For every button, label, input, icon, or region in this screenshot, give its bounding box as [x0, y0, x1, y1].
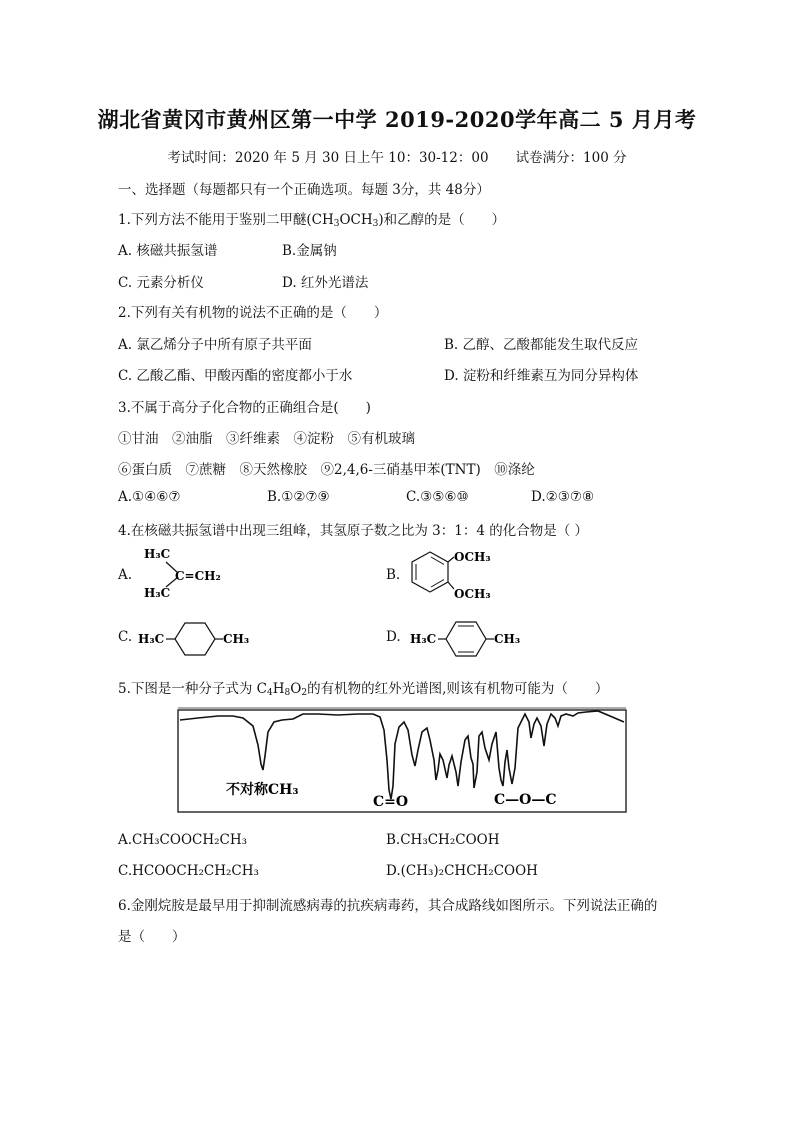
question-1-stem: 1.下列方法不能用于鉴别二甲醚$(CH_3OCH_3)$和乙醇的是（ ） — [118, 212, 506, 229]
label-ether-bond: C—O—C — [494, 792, 557, 808]
svg-text:H₃C: H₃C — [144, 547, 171, 561]
structure-c-dimethylcyclohexane — [138, 615, 258, 661]
q1-option-b: B.金属钠 — [282, 243, 337, 259]
ir-spectrum-figure — [168, 700, 630, 815]
structure-b-dimethoxybenzene — [404, 540, 504, 608]
section-heading: 一、选择题（每题都只有一个正确选项。每题 3分，共 48分） — [118, 182, 490, 198]
question-2-stem: 2.下列有关有机物的说法不正确的是（ ） — [118, 305, 388, 321]
q1-option-a: A. 核磁共振氢谱 — [118, 243, 218, 259]
q3-option-d: D.②③⑦⑧ — [531, 489, 595, 505]
q2-option-b: B. 乙醇、乙酸都能发生取代反应 — [444, 337, 639, 353]
svg-text:OCH₃: OCH₃ — [454, 587, 491, 601]
q4-option-c: C. — [118, 629, 133, 645]
page-title: 湖北省黄冈市黄州区第一中学 2019-2020学年高二 5 月月考 — [97, 107, 697, 132]
svg-text:OCH₃: OCH₃ — [454, 550, 491, 564]
structure-d-p-xylene — [410, 615, 530, 661]
svg-text:H₃C: H₃C — [138, 632, 165, 646]
question-6-stem-line-2: 是（ ） — [118, 929, 186, 945]
q4-option-a: A. — [118, 567, 133, 583]
svg-text:H₃C: H₃C — [410, 632, 437, 646]
structure-a-isobutylene — [136, 540, 246, 605]
q3-items-line-1: ①甘油 ②油脂 ③纤维素 ④淀粉 ⑤有机玻璃 — [118, 431, 415, 447]
q1-option-c: C. 元素分析仪 — [118, 275, 204, 291]
label-asymmetric-ch3: 不对称CH₃ — [226, 782, 299, 798]
question-6-stem-line-1: 6.金刚烷胺是最早用于抑制流感病毒的抗疾病毒药，其合成路线如图所示。下列说法正确的 — [118, 898, 658, 914]
q3-option-c: C.③⑤⑥⑩ — [406, 489, 469, 505]
q5-option-b: B.CH₃CH₂COOH — [386, 832, 500, 848]
label-carbonyl: C=O — [373, 794, 409, 810]
q5-option-a: A.CH₃COOCH₂CH₃ — [118, 832, 248, 848]
svg-text:CH₃: CH₃ — [223, 632, 250, 646]
question-5-stem: 5.下图是一种分子式为 $C_4H_8O_2$的有机物的红外光谱图,则该有机物可能为（ ） — [118, 681, 609, 698]
q5-option-c: C.HCOOCH₂CH₂CH₃ — [118, 863, 259, 879]
q4-option-d: D. — [386, 629, 401, 645]
q2-option-d: D. 淀粉和纤维素互为同分异构体 — [444, 368, 639, 384]
q3-items-line-2: ⑥蛋白质 ⑦蔗糖 ⑧天然橡胶 ⑨2,4,6-三硝基甲苯(TNT) ⑩涤纶 — [118, 462, 535, 478]
question-3-stem: 3.不属于高分子化合物的正确组合是( ) — [118, 400, 371, 416]
q1-option-d: D. 红外光谱法 — [282, 275, 369, 291]
q5-option-d: D.(CH₃)₂CHCH₂COOH — [386, 863, 538, 879]
svg-text:H₃C: H₃C — [144, 586, 171, 600]
q2-option-a: A. 氯乙烯分子中所有原子共平面 — [118, 337, 312, 353]
q3-option-a: A.①④⑥⑦ — [118, 489, 181, 505]
q4-option-b: B. — [386, 567, 401, 583]
svg-text:CH₃: CH₃ — [494, 632, 521, 646]
q2-option-c: C. 乙酸乙酯、甲酸丙酯的密度都小于水 — [118, 368, 353, 384]
q3-option-b: B.①②⑦⑨ — [267, 489, 330, 505]
exam-info: 考试时间：2020 年 5 月 30 日上午 10：30-12：00 试卷满分：100 分 — [167, 150, 627, 166]
svg-text:C=CH₂: C=CH₂ — [175, 569, 221, 583]
question-4-stem: 4.在核磁共振氢谱中出现三组峰，其氢原子数之比为 3：1：4 的化合物是（ ） — [118, 523, 589, 539]
